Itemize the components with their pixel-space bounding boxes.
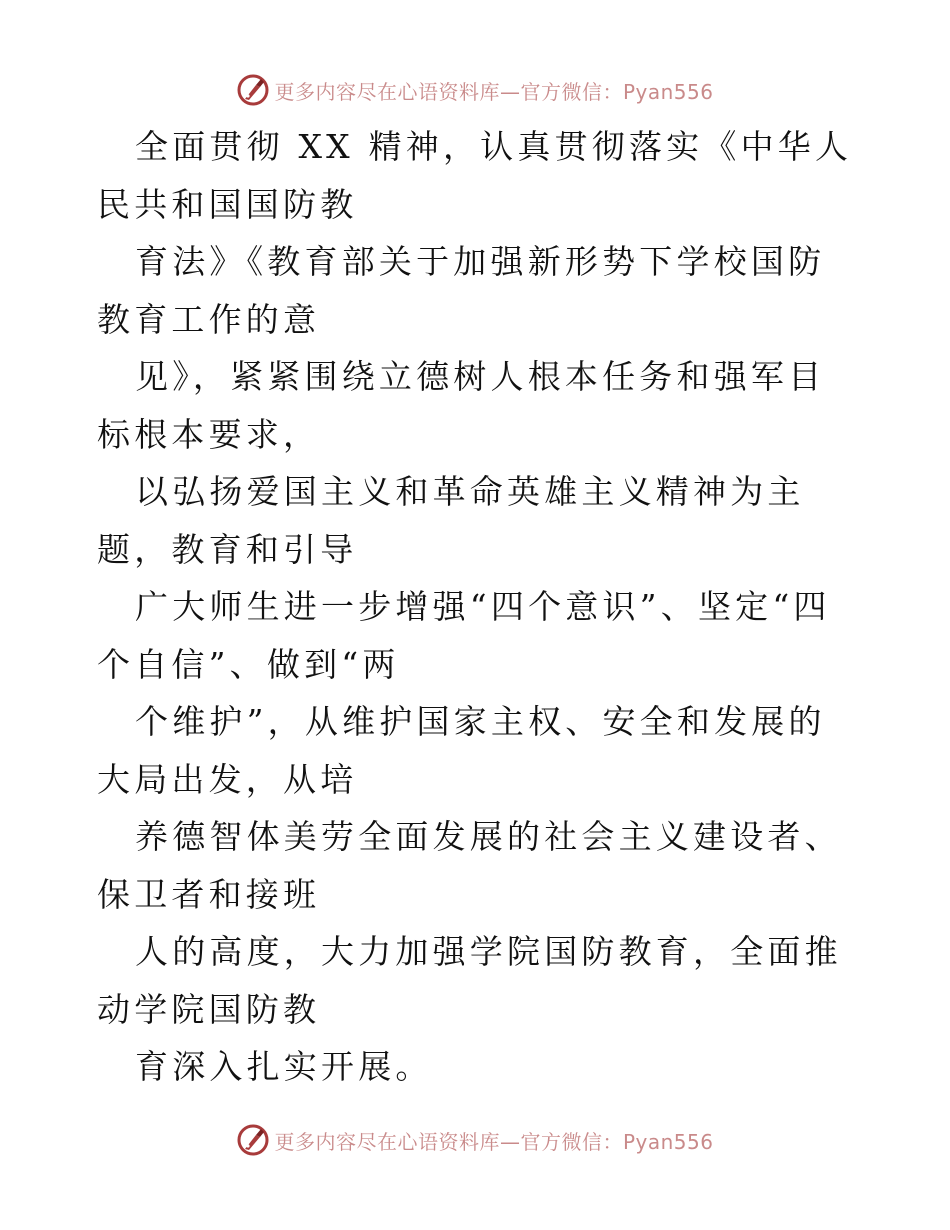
document-body (97, 118, 857, 1096)
paragraph-8: 人的高度，大力加强学院国防教育，全面推动学院国防教 (97, 932, 842, 1029)
paragraph-9: 育深入扎实开展。 (135, 1047, 433, 1086)
paragraph-1: 全面贯彻 XX 精神，认真贯彻落实《中华人民共和国国防教 (97, 127, 853, 224)
footer-banner-text: 更多内容尽在心语资料库—官方微信：Pyan556 (274, 1129, 714, 1154)
pen-nib-logo-icon (236, 1123, 270, 1157)
paragraph-6: 个维护”，从维护国家主权、安全和发展的大局出发，从培 (97, 702, 826, 799)
header-banner (0, 70, 950, 110)
header-banner-text: 更多内容尽在心语资料库—官方微信：Pyan556 (274, 79, 714, 104)
paragraph-5: 广大师生进一步增强“四个意识”、坚定“四个自信”、做到“两 (97, 587, 831, 684)
paragraph-3: 见》，紧紧围绕立德树人根本任务和强军目标根本要求， (97, 357, 826, 454)
paragraph-2: 育法》《教育部关于加强新形势下学校国防教育工作的意 (97, 242, 826, 339)
paragraph-7: 养德智体美劳全面发展的社会主义建设者、保卫者和接班 (97, 817, 842, 914)
pen-nib-logo-icon (236, 73, 270, 107)
paragraph-4: 以弘扬爱国主义和革命英雄主义精神为主题，教育和引导 (97, 472, 805, 569)
footer-banner (0, 1120, 950, 1160)
